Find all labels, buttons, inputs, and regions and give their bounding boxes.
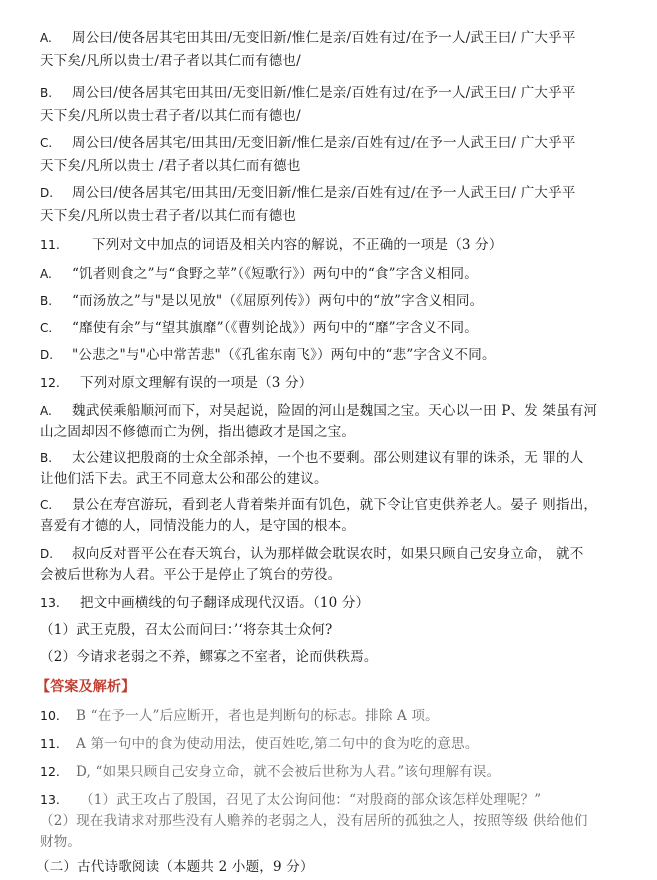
option-text: “而汤放之”与"是以见放"（《屈原列传》）两句中的“放”字含义相同。 [72,293,484,309]
option-text: 叔向反对晋平公在春天筑台，认为那样做会耽误农时，如果只顾自己安身立命， 就不 [72,546,584,562]
answer-number: 13. [40,792,60,807]
option-label: C. [40,136,53,150]
option-text: “靡使有余”与“望其旗靡”（《曹刿论战》）两句中的“靡”字含义不同。 [72,320,478,336]
option-label: D. [40,348,54,362]
option-label: B. [40,451,53,465]
option-label: D. [40,547,54,561]
question-stem: 下列对原文理解有误的一项是（3 分） [80,375,313,391]
option-label: B. [40,86,53,100]
option-label: A. [40,267,52,281]
question-number: 11. [40,237,60,252]
question-number: 13. [40,595,60,610]
answer-number: 10. [40,708,60,723]
option-label: C. [40,321,53,335]
answer-text: （1）武王攻占了殷国，召见了太公询问他：“对殷商的部众该怎样处理呢？” [80,792,542,808]
answer-heading: 【答案及解析】 [36,679,136,695]
answer-text: 财物。 [40,834,82,850]
option-text: “饥者则食之”与“食野之苹”（《短歌行》）两句中的“食”字含义相同。 [72,266,478,282]
option-text: 天下矣/凡所以贵士 /君子者以其仁而有德也 [40,158,301,174]
option-text: 魏武侯乘船顺河而下，对吴起说，险固的河山是魏国之宝。天心以一田 P、发 桀虽有河 [72,403,598,419]
answer-text: （2）现在我请求对那些没有人赡养的老弱之人，没有居所的孤独之人，按照等级 供给他们 [40,813,588,829]
translation-item: （2）今请求老弱之不养，鳏寡之不室者，论而供秩焉。 [40,649,378,665]
option-text: 喜爱有才德的人，同情没能力的人，是守国的根本。 [40,518,356,534]
option-text: 太公建议把殷商的士众全部杀掉，一个也不要剩。邵公则建议有罪的诛杀，无 罪的人 [72,450,584,466]
option-text: 周公曰/使各居其宅/田其田/无变旧新/惟仁是亲/百姓有过/在予一人武王曰/ 广大乎平 [72,185,576,201]
option-text: 周公曰/使各居其宅/田其田/无变旧新/惟仁是亲/百姓有过/在予一人武王曰/ 广大乎平 [72,135,576,151]
option-text: 周公曰/使各居其宅田其田/无变旧新/惟仁是亲/百姓有过/在予一人/武王曰/ 广大乎平 [72,85,576,101]
answer-text: A 第一句中的食为使动用法，使百姓吃,第二句中的食为吃的意思。 [76,736,479,752]
option-text: 让他们活下去。武王不同意太公和邵公的建议。 [40,471,328,487]
question-number: 12. [40,375,60,390]
section-heading: （二）古代诗歌阅读（本题共 2 小题，9 分） [36,859,314,875]
answer-number: 11. [40,736,60,751]
option-label: B. [40,294,53,308]
answer-number: 12. [40,764,60,779]
option-text: 景公在寿宫游玩，看到老人背着柴并面有饥色，就下令让官吏供养老人。晏子 则指出， [72,497,598,513]
option-label: A. [40,404,52,418]
option-label: A. [40,31,52,45]
option-label: C. [40,498,53,512]
option-text: 天下矣/凡所以贵士/君子者以其仁而有德也/ [40,53,301,69]
option-text: "公悲之"与"心中常苦悲"（《孔雀东南飞》）两句中的“悲”字含义不同。 [72,347,496,363]
option-text: 山之固却因不修德而亡为例，指出德政才是国之宝。 [40,424,356,440]
option-text: 天下矣/凡所以贵士君子者/以其仁而有德也/ [40,108,301,124]
option-text: 周公曰/使各居其宅田其田/无变旧新/惟仁是亲/百姓有过/在予一人/武王曰/ 广大乎平 [72,30,576,46]
option-text: 会被后世称为人君。平公于是停止了筑台的劳役。 [40,567,342,583]
option-text: 天下矣/凡所以贵士君子者/以其仁而有德也 [40,208,297,224]
question-stem: 把文中画横线的句子翻译成现代汉语。（10 分） [80,595,370,611]
answer-text: B “在予一人”后应断开，者也是判断句的标志。排除 A 项。 [76,708,439,724]
translation-item: （1）武王克殷，召太公而问曰：’‘将奈其士众何? [40,622,333,638]
option-label: D. [40,186,54,200]
question-stem: 下列对文中加点的词语及相关内容的解说，不正确的一项是（3 分） [92,237,503,253]
answer-text: D, “如果只顾自己安身立命，就不会被后世称为人君。”该句理解有误。 [76,764,501,780]
